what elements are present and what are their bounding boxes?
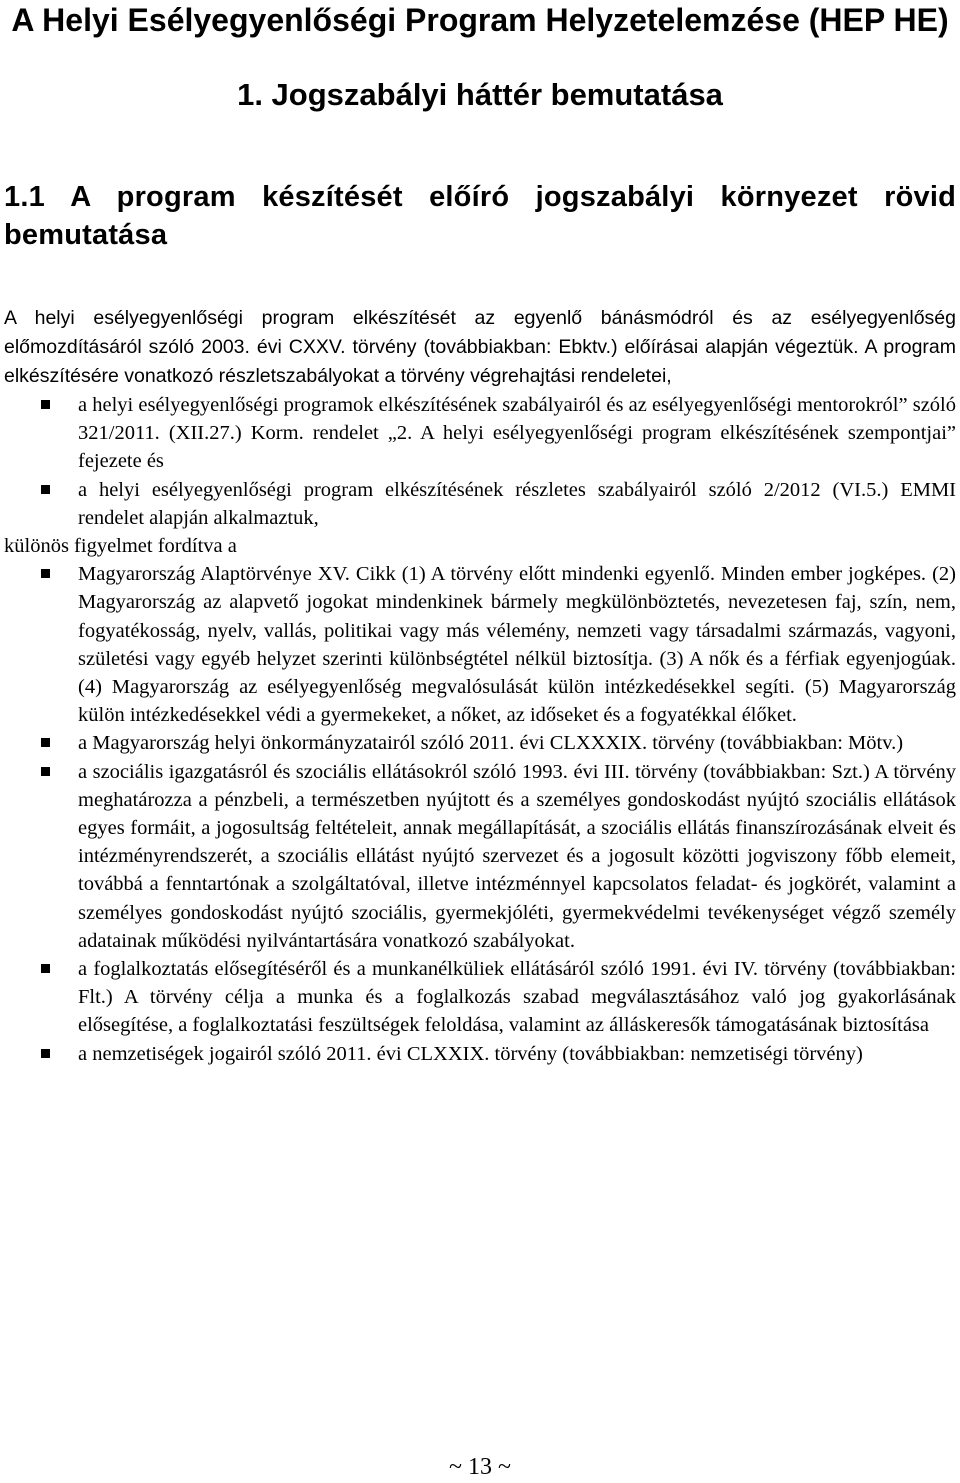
list-item [4,1040,956,1068]
list-item-text: Magyarország Alaptörvénye XV. Cikk (1) A törvény előtt mindenki egyenlő. Minden ember jogképes. (2) Magyarország az alapvető jogokat mindenkinek bármely megkülönböztetés, nevezetesen faj, szín, nem, fogyatékosság, nyelv, vallás, politikai vagy más vélemény, nemzeti vagy társadalmi származás, vagyoni, születési vagy egyéb helyzet szerinti különbségtétel nélkül biztosítja. (3) A nők és a férfiak egyenjogúak. (4) Magyarország az esélyegyenlőség megvalósulását külön intézkedésekkel segíti. (5) Magyarország külön intézkedésekkel védi a gyermekeket, a nőket, az időseket és a fogyatékkal élőket. [78,563,956,727]
square-bullet-icon [41,738,50,747]
intro-sentence: A helyi esélyegyenlőségi program elkészítését az egyenlő bánásmódról és az esélyegyenlőség előmozdításáról szóló 2003. évi CXXV. törvény (továbbiakban: Ebktv.) előírásai alapján végeztük. [4,307,956,358]
list-item [4,729,956,757]
list-item [4,560,956,729]
list-item-text: a nemzetiségek jogairól szóló 2011. évi CLXXIX. törvény (továbbiakban: nemzetiségi törvény) [78,1042,863,1065]
list-item [4,758,956,955]
section-heading: 1. Jogszabályi háttér bemutatása [237,77,723,112]
square-bullet-icon [41,485,50,494]
attention-line: különös figyelmet fordítva a [4,535,237,558]
list-item-text: a helyi esélyegyenlőségi program elkészítésének részletes szabályairól szóló 2/2012 (VI.5.) EMMI rendelet alapján alkalmaztuk, [78,478,956,529]
list-item [4,391,956,476]
page-number: ~ 13 ~ [449,1454,511,1480]
intro-paragraph [4,304,956,391]
regulations-list [4,391,956,532]
rules-sentence: A program elkészítésére vonatkozó részletszabályokat a törvény végrehajtási rendeletei, [4,336,957,387]
list-item-text: a Magyarország helyi önkormányzatairól szóló 2011. évi CLXXXIX. törvény (továbbiakban: Mötv.) [78,732,904,755]
square-bullet-icon [41,964,50,973]
list-item [4,476,956,532]
laws-list [4,560,956,1068]
square-bullet-icon [41,400,50,409]
list-item-text: a helyi esélyegyenlőségi programok elkészítésének szabályairól és az esélyegyenlőségi mentorokról” szóló 321/2011. (XII.27.) Korm. rendelet „2. A helyi esélyegyenlőségi program elkészítésének szempontjai” fejezete és [78,394,956,473]
square-bullet-icon [41,1049,50,1058]
list-item-text: a szociális igazgatásról és szociális ellátásokról szóló 1993. évi III. törvény (továbbiakban: Szt.) A törvény meghatározza a pénzbeli, a természetben nyújtott és a személyes gondoskodást nyújtó szociális ellátások egyes formáit, a jogosultság feltételeit, annak megállapítását, a szociális ellátás finanszírozásának elveit és intézményrendszerét, a szociális ellátást nyújtó szervezet és a jogosult közötti jogviszony főbb elemeit, továbbá a fenntartónak a szolgáltatóval, illetve intézménnyel kapcsolatos feladat- és jogkörét, valamint a személyes gondoskodást nyújtó szociális, gyermekjóléti, gyermekvédelmi tevékenységet végző személy adatainak működési nyilvántartására vonatkozó szabályokat. [78,760,956,952]
subsection-heading: 1.1 A program készítését előíró jogszabályi környezet rövid bemutatása [4,181,956,251]
list-item-text: a foglalkoztatás elősegítéséről és a munkanélküliek ellátásáról szóló 1991. évi IV. törvény (továbbiakban: Flt.) A törvény célja a munka és a foglalkozás szabad megválasztásához való jog gyakorlásának elősegítése, a foglalkoztatási feszültségek feloldása, valamint az álláskeresők támogatásának biztosítása [78,958,956,1037]
document-page [4,0,956,1068]
document-title: A Helyi Esélyegyenlőségi Program Helyzetelemzése (HEP HE) [11,2,949,38]
square-bullet-icon [41,767,50,776]
list-item [4,955,956,1040]
square-bullet-icon [41,569,50,578]
regulations-block [4,391,956,1068]
